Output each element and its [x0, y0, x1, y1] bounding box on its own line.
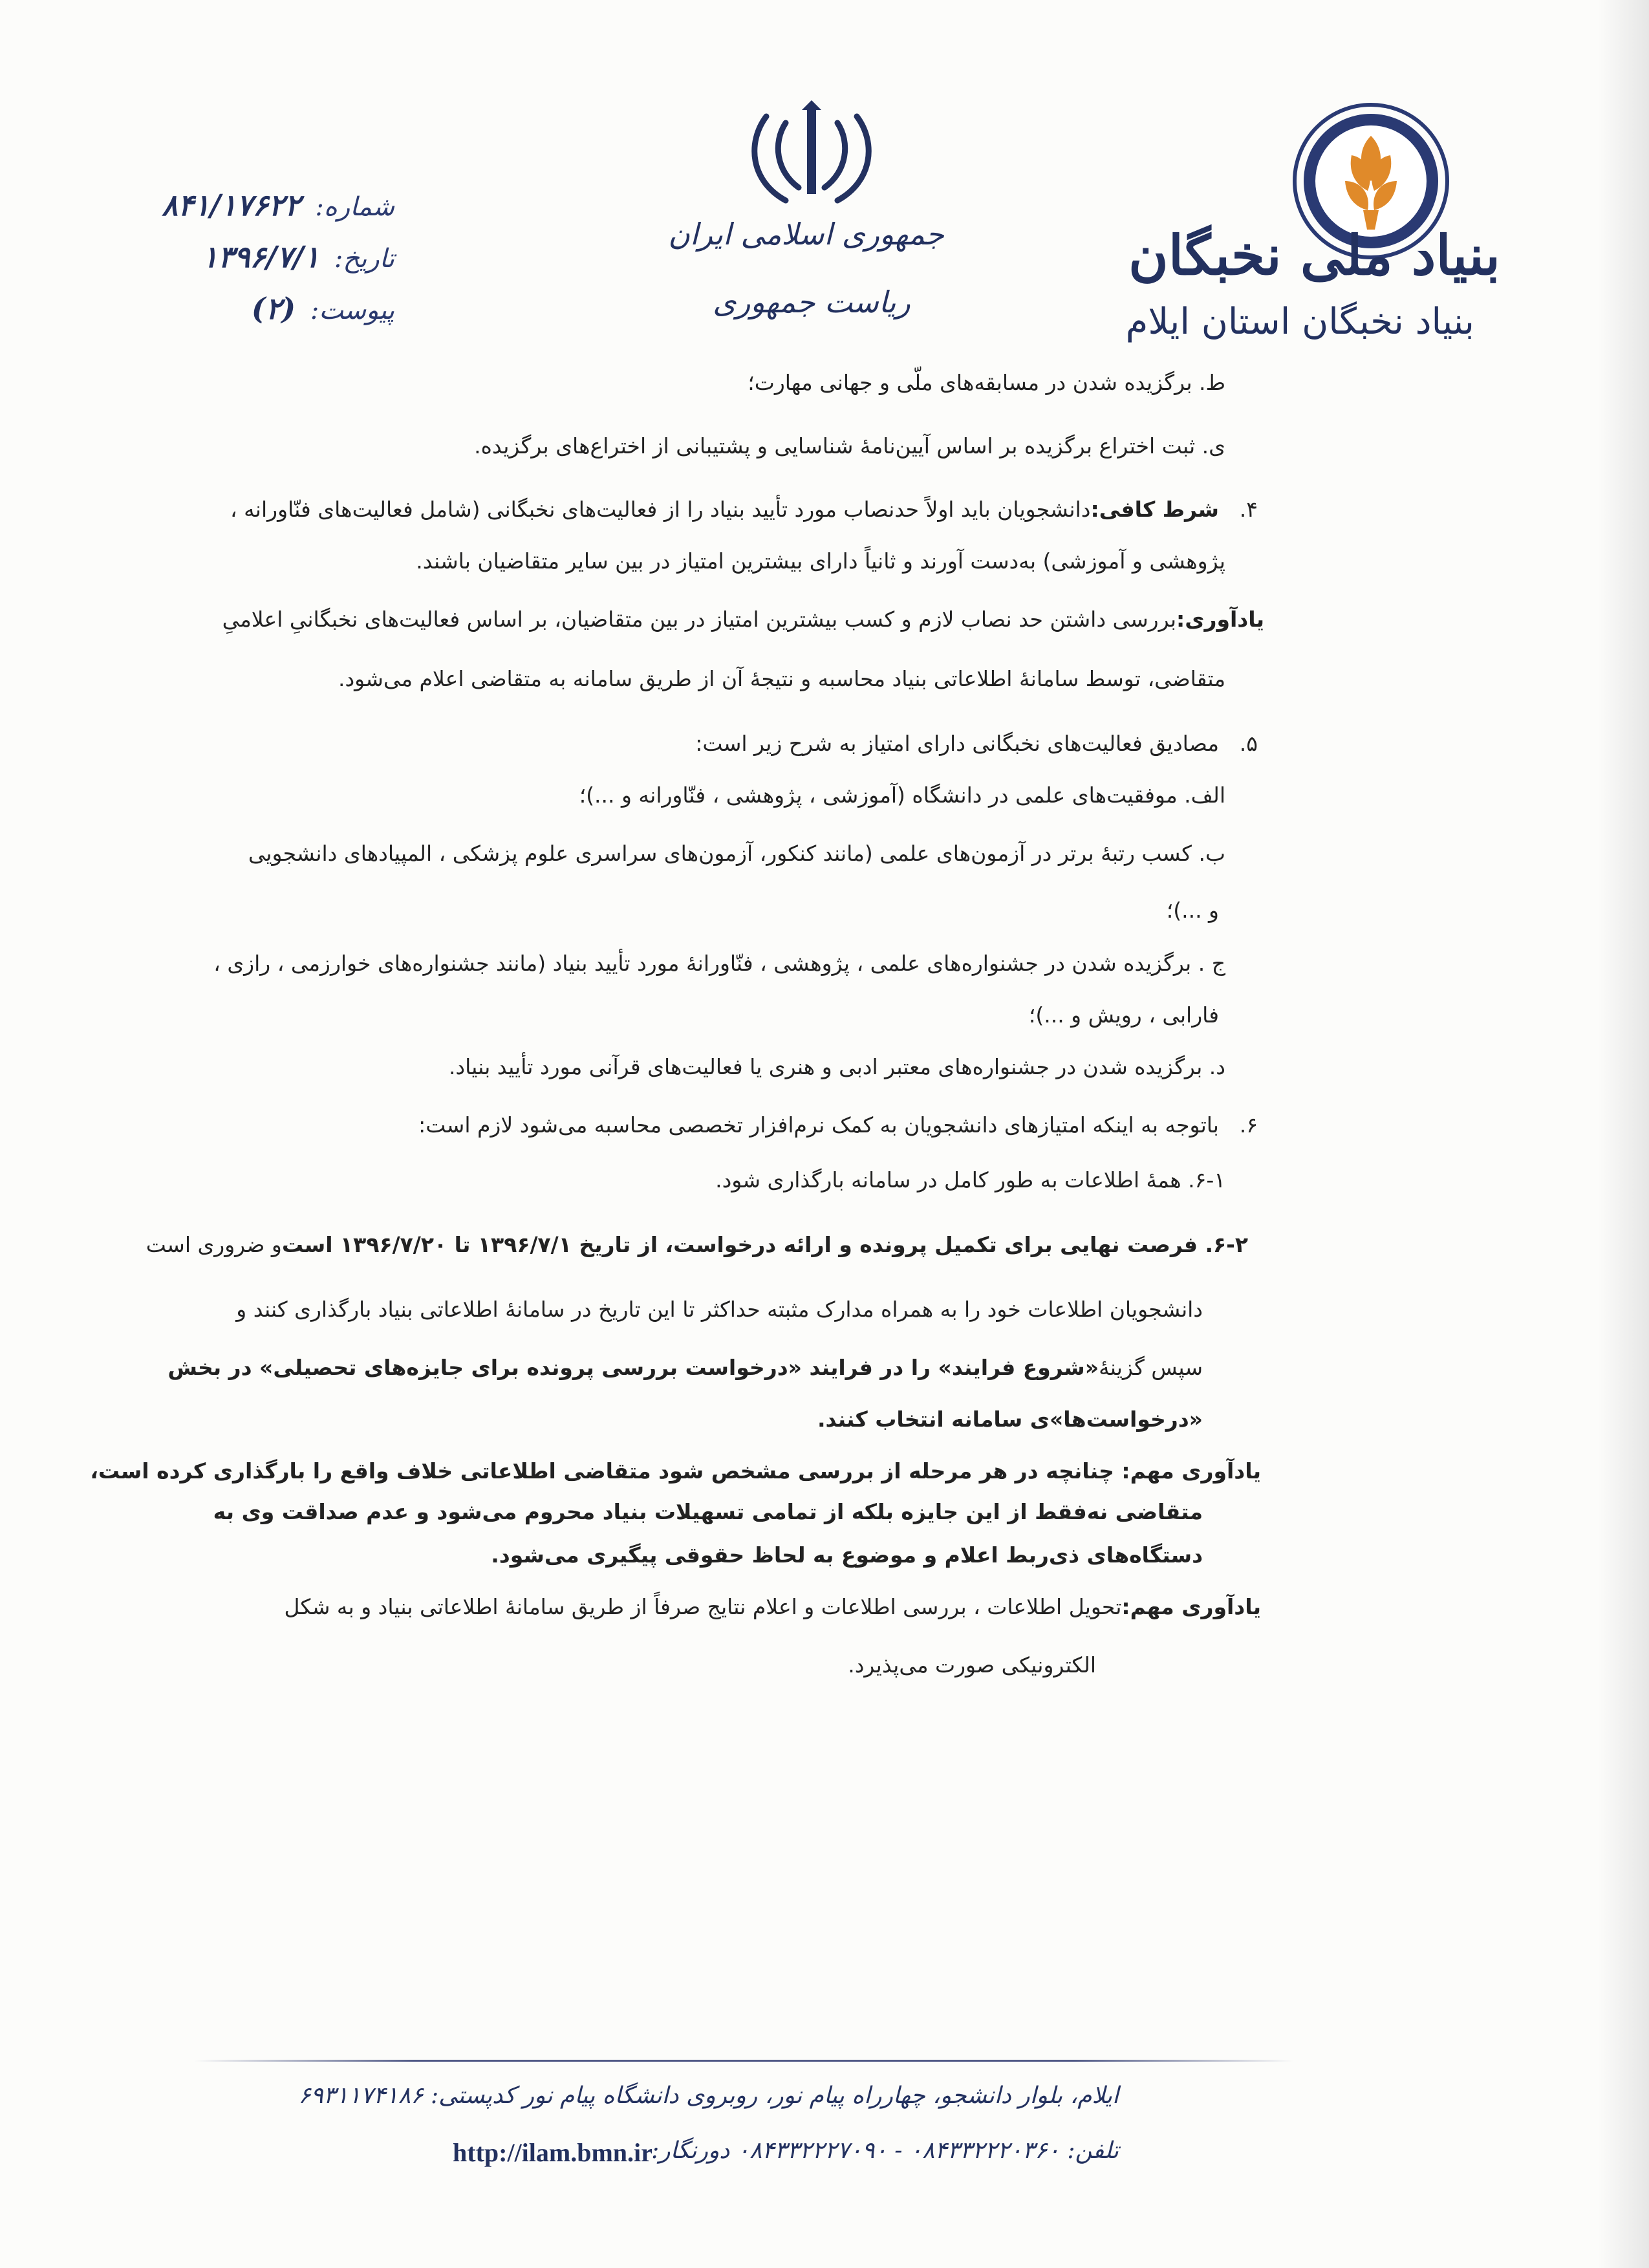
important-reminder-1-line-2: متقاضی نه‌فقط از این جایزه بلکه از تمامی تسهیلات بنیاد محروم می‌شود و عدم صداقت وی به [213, 1499, 1203, 1524]
important-reminder-1-line-1: یادآوری مهم: چنانچه در هر مرحله از بررسی مشخص شود متقاضی اطلاعاتی خلاف واقع را بارگذاری کرده است، [90, 1458, 1261, 1484]
section-6-2-line-2: دانشجویان اطلاعات خود را به همراه مدارک مثبته حداکثر تا این تاریخ در سامانهٔ اطلاعاتی بنیاد بارگذاری کنند و [236, 1297, 1203, 1322]
section-4-line-2: پژوهشی و آموزشی) به‌دست آورند و ثانیاً دارای بیشترین امتیاز در بین سایر متقاضیان باشند. [416, 548, 1225, 574]
org-title: بنیاد ملی نخبگان [1128, 223, 1500, 287]
section-5-be-line-2: و ...)؛ [1166, 898, 1219, 923]
letter-number-label: شماره: [315, 192, 394, 222]
reminder-1-heading: یادآوری: [1176, 607, 1264, 632]
section-6-2-text-1: و ضروری است [146, 1232, 282, 1257]
emblem-caption-country: جمهوری اسلامی ایران [668, 217, 944, 252]
letter-attachment-label: پیوست: [310, 296, 394, 325]
reminder-1-line-1 [0, 607, 1264, 632]
important-reminder-2-text-1: تحویل اطلاعات ، بررسی اطلاعات و اعلام نتایج صرفاً از طریق سامانهٔ اطلاعاتی بنیاد و به شکل [284, 1594, 1122, 1619]
item-ye: ی. ثبت اختراع برگزیده بر اساس آیین‌نامهٔ شناسایی و پشتیبانی از اختراع‌های برگزیده. [474, 433, 1225, 459]
section-5-jim-line-1: ج . برگزیده شدن در جشنواره‌های علمی ، پژوهشی ، فنّاورانهٔ مورد تأیید بنیاد (مانند جشنواره‌های خوارزمی ، رازی ، [213, 951, 1225, 976]
letter-date-value: ۱۳۹۶/۷/۱ [202, 239, 320, 274]
section-6-intro: باتوجه به اینکه امتیازهای دانشجویان به کمک نرم‌افزار تخصصی محاسبه می‌شود لازم است: [418, 1112, 1219, 1138]
footer-phone: تلفن: ۰۸۴۳۳۲۲۲۰۳۶۰ - ۰۸۴۳۳۲۲۲۷۰۹۰ دورنگار: [651, 2137, 1119, 2164]
scan-edge-shadow [1597, 0, 1649, 2268]
important-reminder-2-line-2: الکترونیکی صورت می‌پذیرد. [848, 1652, 1096, 1678]
section-5-jim-line-2: فارابی ، رویش و ...)؛ [1028, 1002, 1219, 1028]
section-number-6: ۶. [1239, 1112, 1258, 1138]
section-6-2-line-1 [0, 1232, 1248, 1257]
section-5-dal: د. برگزیده شدن در جشنواره‌های معتبر ادبی و هنری یا فعالیت‌های قرآنی مورد تأیید بنیاد. [448, 1054, 1225, 1079]
section-5-alef: الف. موفقیت‌های علمی در دانشگاه (آموزشی ، پژوهشی ، فنّاورانه و ...)؛ [579, 783, 1225, 808]
section-number-5: ۵. [1239, 731, 1258, 756]
footer-divider [194, 2060, 1293, 2062]
section-6-2-line-4: «درخواست‌ها»ی سامانه انتخاب کنند. [817, 1407, 1203, 1432]
footer-address: ایلام، بلوار دانشجو، چهارراه پیام نور، روبروی دانشگاه پیام نور کدپستی: ۶۹۳۱۱۷۴۱۸۶ [298, 2082, 1119, 2109]
important-reminder-2-line-1 [0, 1594, 1261, 1619]
reminder-1-text-1: بررسی داشتن حد نصاب لازم و کسب بیشترین امتیاز در بین متقاضیان، بر اساس فعالیت‌های نخبگانیِ اعلامیِ [222, 607, 1177, 632]
iran-emblem-icon [740, 97, 883, 213]
footer-url: http://ilam.bmn.ir [453, 2138, 652, 2167]
section-4-heading: شرط کافی: [1090, 497, 1219, 522]
important-reminder-2-heading: یادآوری مهم: [1121, 1594, 1261, 1619]
letter-attachment [149, 291, 394, 326]
letter-date-label: تاریخ: [334, 244, 394, 274]
section-number-4: ۴. [1239, 497, 1258, 522]
section-4-line-1 [0, 497, 1219, 522]
section-6-2-deadline: ۶-۲. فرصت نهایی برای تکمیل پرونده و ارائه درخواست، از تاریخ ۱۳۹۶/۷/۱ تا ۱۳۹۶/۷/۲۰ است [281, 1232, 1248, 1257]
org-subtitle: بنیاد نخبگان استان ایلام [1125, 301, 1474, 343]
section-5-intro: مصادیق فعالیت‌های نخبگانی دارای امتیاز به شرح زیر است: [695, 731, 1219, 756]
letter-date [149, 239, 394, 274]
reminder-1-line-2: متقاضی، توسط سامانهٔ اطلاعاتی بنیاد محاسبه و نتیجهٔ آن از طریق سامانه به متقاضی اعلام می‌شود. [338, 666, 1225, 691]
letter-attachment-value: (۲) [251, 291, 296, 326]
section-6-2-text-3a: سپس گزینهٔ [1099, 1355, 1203, 1380]
letter-number [149, 188, 394, 222]
section-6-1: ۶-۱. همهٔ اطلاعات به طور کامل در سامانه بارگذاری شود. [715, 1167, 1225, 1193]
important-reminder-1-line-3: دستگاه‌های ذی‌ربط اعلام و موضوع به لحاظ حقوقی پیگیری می‌شود. [491, 1542, 1203, 1568]
section-6-2-text-3b: «شروع فرایند» را در فرایند «درخواست بررسی پرونده برای جایزه‌های تحصیلی» در بخش [167, 1355, 1099, 1380]
emblem-caption-presidency: ریاست جمهوری [713, 285, 911, 319]
section-4-text-1: دانشجویان باید اولاً حدنصاب مورد تأیید بنیاد را از فعالیت‌های نخبگانی (شامل فعالیت‌های فنّاورانه ، [230, 497, 1091, 522]
letter-number-value: ۸۴۱/۱۷۶۲۲ [162, 188, 301, 222]
item-ta: ط. برگزیده شدن در مسابقه‌های ملّی و جهانی مهارت؛ [748, 370, 1225, 395]
section-5-be-line-1: ب. کسب رتبهٔ برتر در آزمون‌های علمی (مانند کنکور، آزمون‌های سراسری علوم پزشکی ، المپیادهای دانشجویی [248, 841, 1225, 866]
section-6-2-line-3 [0, 1355, 1203, 1380]
